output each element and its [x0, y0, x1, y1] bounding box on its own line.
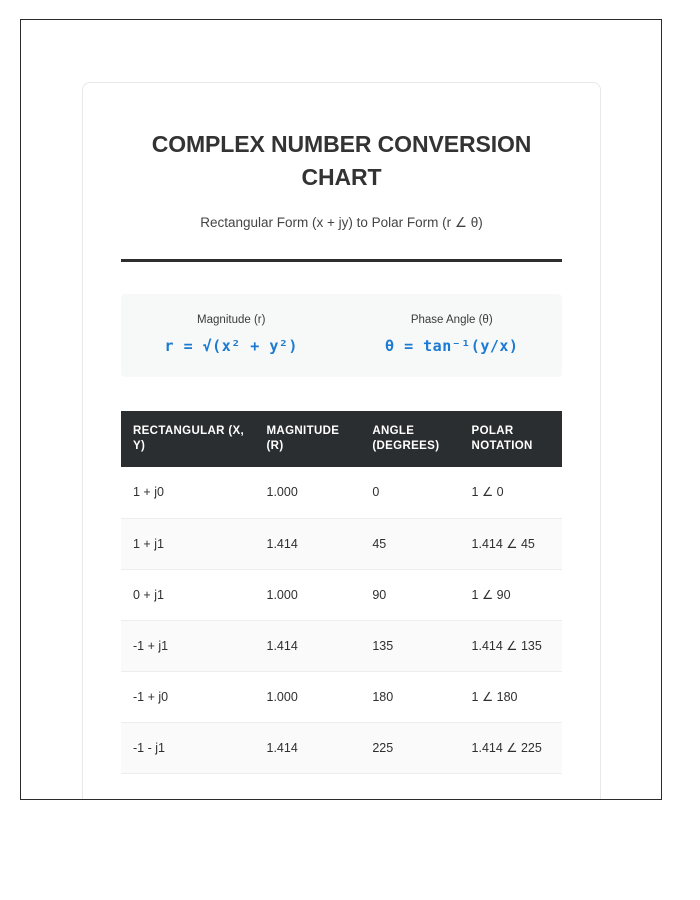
- conversion-table: [121, 411, 562, 774]
- cell-rectangular: 1 + j0: [121, 467, 256, 518]
- phase-formula-label: Phase Angle (θ): [410, 313, 493, 326]
- cell-rectangular: -1 + j0: [121, 671, 256, 722]
- page-title: COMPLEX NUMBER CONVERSION CHART: [151, 131, 532, 190]
- cell-angle: 180: [361, 671, 460, 722]
- table-header: [121, 411, 562, 467]
- phase-formula-block: [342, 312, 563, 355]
- table-row[interactable]: [121, 569, 562, 620]
- cell-magnitude: 1.000: [256, 671, 362, 722]
- table-row[interactable]: [121, 467, 562, 518]
- cell-rectangular: 1 + j1: [121, 518, 256, 569]
- conversion-chart-card: [82, 82, 601, 800]
- cell-polar: 1.414 ∠ 135: [461, 620, 562, 671]
- cell-angle: 45: [361, 518, 460, 569]
- cell-polar: 1 ∠ 180: [461, 671, 562, 722]
- cell-rectangular: -1 - j1: [121, 723, 256, 774]
- column-header-magnitude[interactable]: MAGNITUDE (R): [256, 411, 362, 467]
- table-row[interactable]: [121, 671, 562, 722]
- cell-polar: 1 ∠ 0: [461, 467, 562, 518]
- column-header-angle[interactable]: ANGLE (DEGREES): [361, 411, 460, 467]
- column-header-rectangular[interactable]: RECTANGULAR (X, Y): [121, 411, 256, 467]
- cell-rectangular: 0 + j1: [121, 569, 256, 620]
- cell-angle: 225: [361, 723, 460, 774]
- cell-magnitude: 1.414: [256, 620, 362, 671]
- cell-magnitude: 1.414: [256, 723, 362, 774]
- formula-panel: [121, 294, 562, 377]
- cell-magnitude: 1.000: [256, 467, 362, 518]
- phase-formula-expression: θ = tan⁻¹(y/x): [385, 336, 519, 355]
- cell-angle: 135: [361, 620, 460, 671]
- table-body: [121, 467, 562, 773]
- document-viewport-frame: [20, 19, 662, 800]
- page-subtitle: Rectangular Form (x + jy) to Polar Form (r ∠ θ): [200, 215, 483, 231]
- cell-magnitude: 1.000: [256, 569, 362, 620]
- cell-rectangular: -1 + j1: [121, 620, 256, 671]
- cell-polar: 1 ∠ 90: [461, 569, 562, 620]
- title-divider: [121, 259, 562, 262]
- magnitude-formula-label: Magnitude (r): [197, 313, 266, 326]
- table-row[interactable]: [121, 518, 562, 569]
- magnitude-formula-expression: r = √(x² + y²): [164, 336, 298, 355]
- table-header-row: [121, 411, 562, 467]
- column-header-polar[interactable]: POLAR NOTATION: [461, 411, 562, 467]
- table-row[interactable]: [121, 620, 562, 671]
- cell-magnitude: 1.414: [256, 518, 362, 569]
- magnitude-formula-block: [121, 312, 342, 355]
- cell-angle: 90: [361, 569, 460, 620]
- cell-polar: 1.414 ∠ 225: [461, 723, 562, 774]
- cell-angle: 0: [361, 467, 460, 518]
- table-row[interactable]: [121, 723, 562, 774]
- cell-polar: 1.414 ∠ 45: [461, 518, 562, 569]
